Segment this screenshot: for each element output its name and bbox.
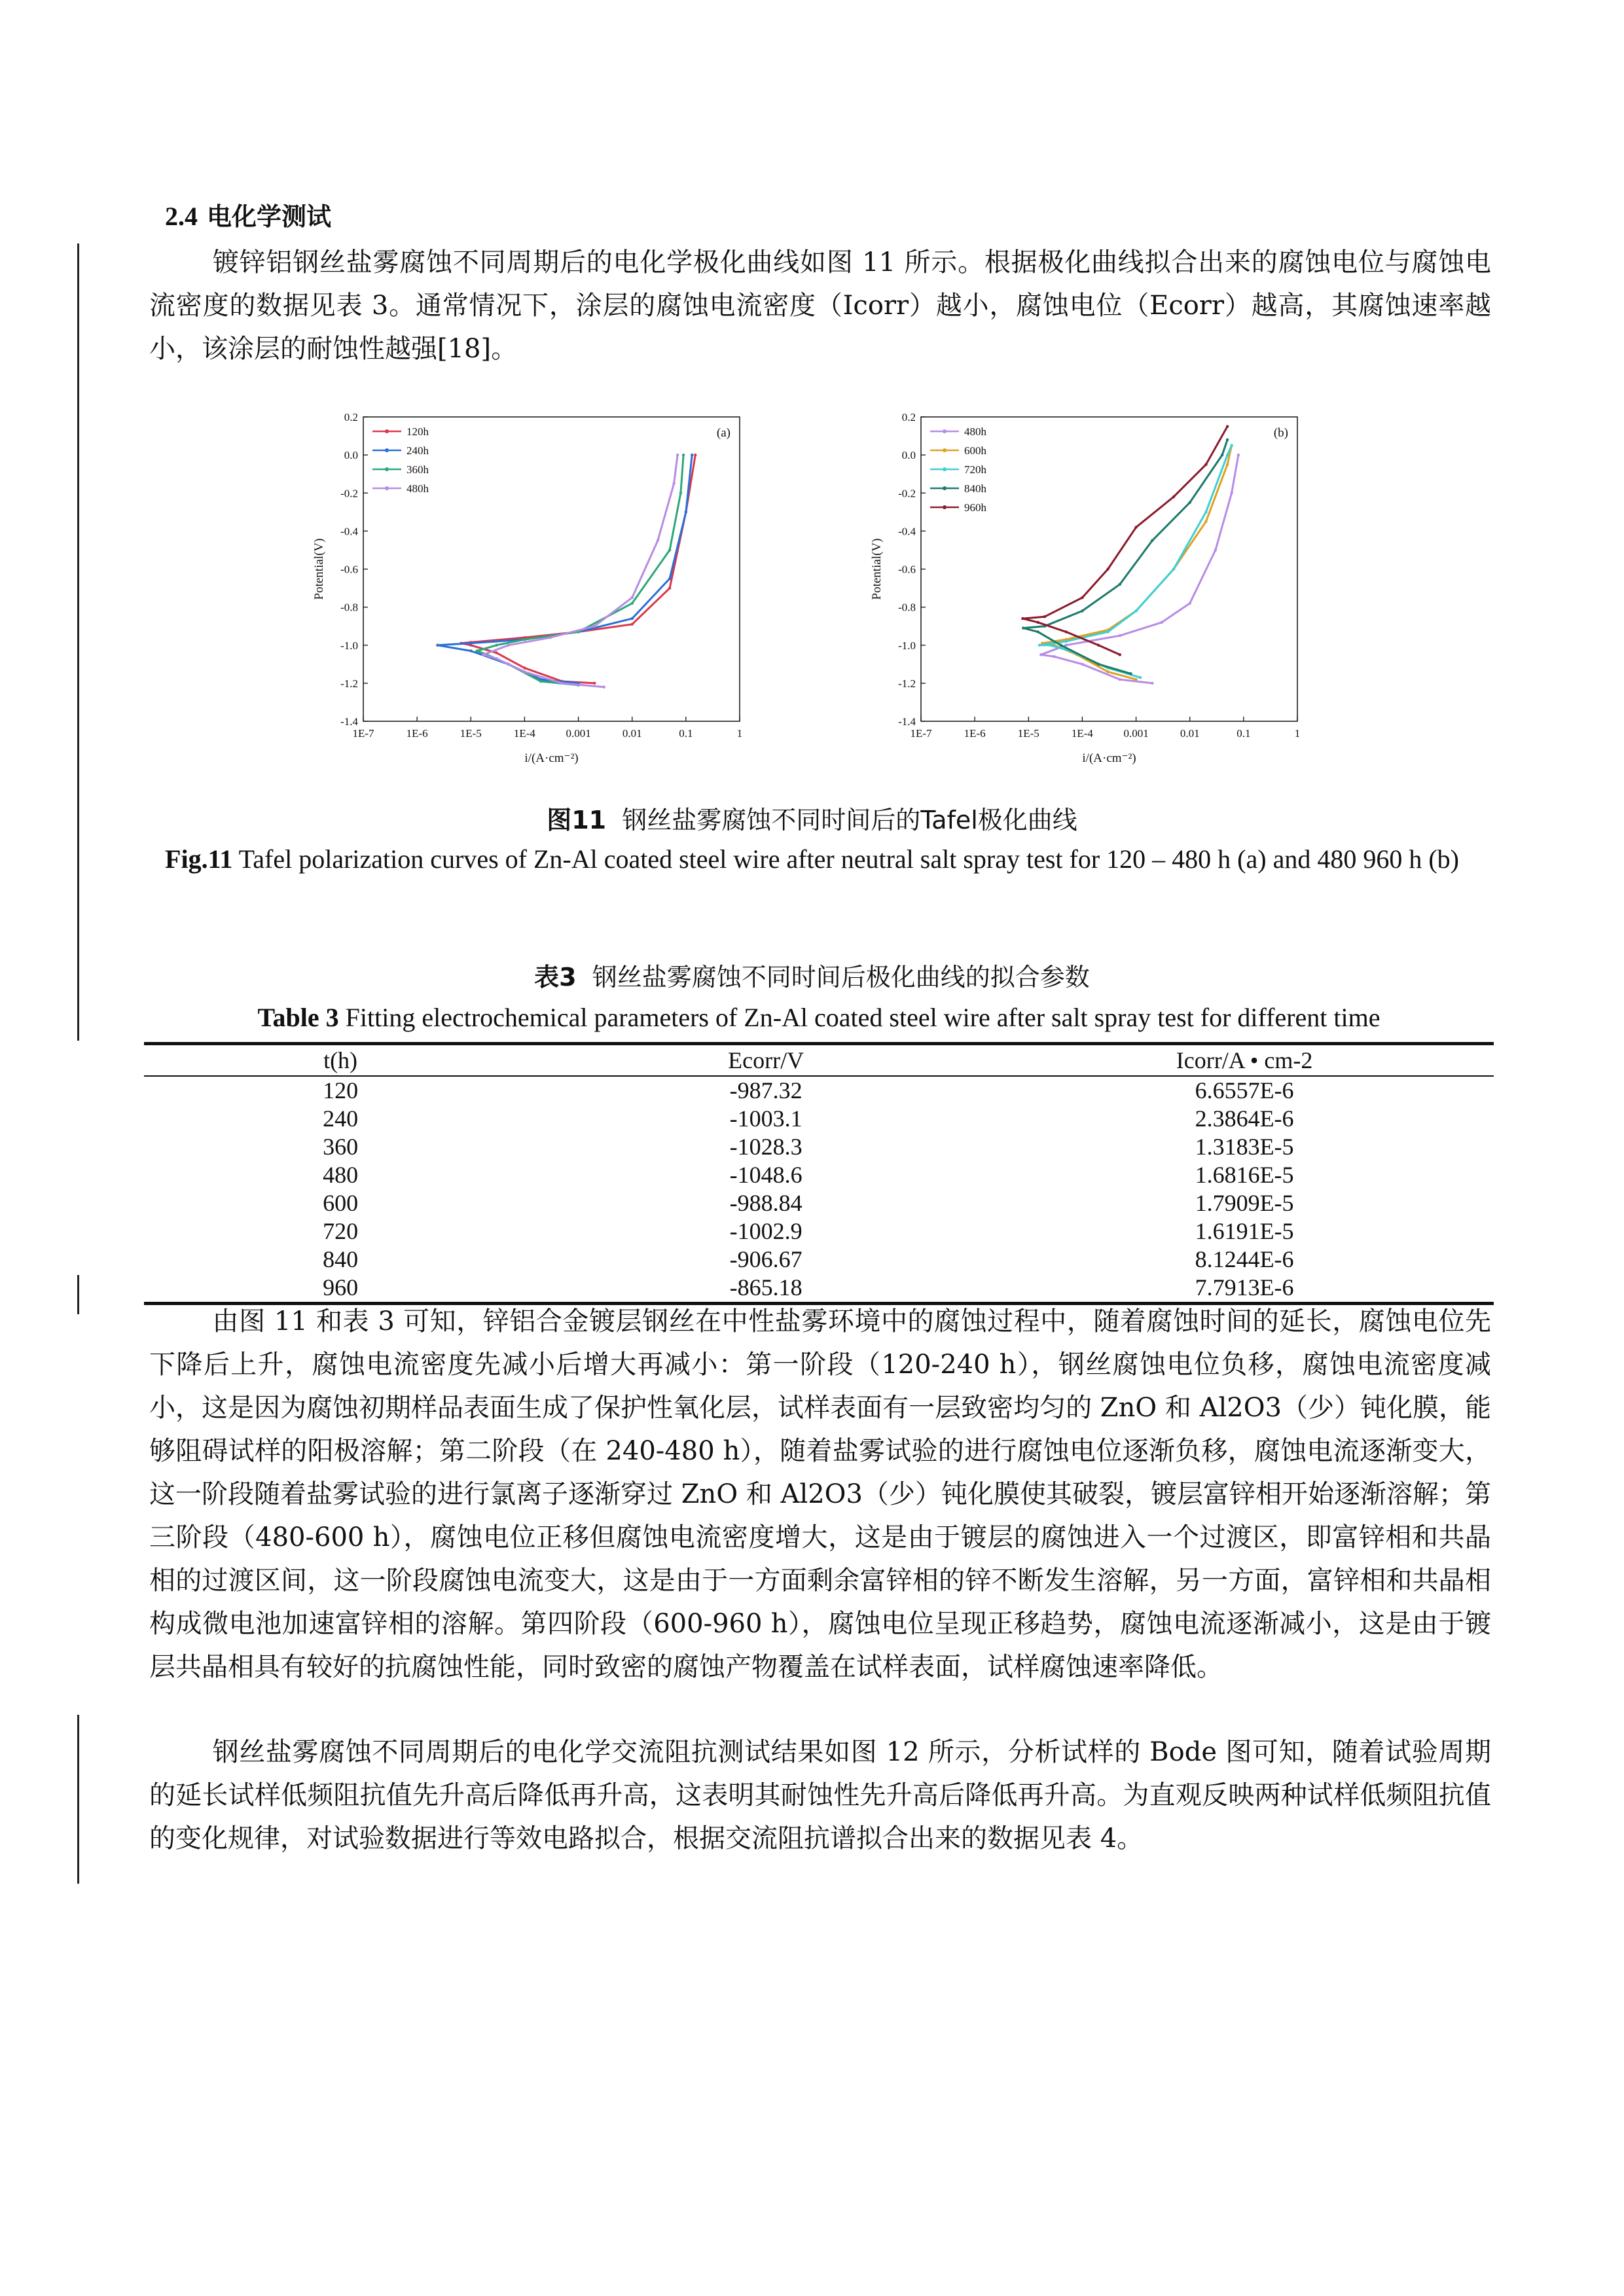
data-point [631, 623, 634, 626]
table-row [144, 1189, 1494, 1217]
data-point [631, 602, 634, 605]
table-cell-ecorr: -1003.1 [729, 1105, 803, 1132]
data-point [1037, 621, 1039, 624]
data-point [1119, 583, 1121, 586]
x-tick-label: 1 [736, 727, 743, 740]
table-header-ecorr: Ecorr/V [537, 1044, 995, 1077]
table-row [144, 1274, 1494, 1304]
table-3-caption-cn [0, 957, 1624, 993]
y-tick-label: 0.0 [901, 449, 916, 462]
data-point [1151, 539, 1153, 542]
table-3 [144, 1042, 1494, 1305]
table-cell-icorr: 6.6557E-6 [1195, 1077, 1294, 1103]
table-cell-ecorr: -865.18 [537, 1274, 995, 1304]
table-3-caption-en [144, 997, 1494, 1038]
data-point [679, 492, 682, 494]
data-point [1097, 644, 1100, 647]
table-cell-time: 240 [323, 1105, 359, 1132]
data-point [1119, 678, 1121, 681]
table-cell-time: 360 [323, 1134, 359, 1160]
x-axis-label: i/(A·cm⁻²) [524, 751, 579, 765]
table-row [144, 1161, 1494, 1189]
data-point [539, 680, 542, 683]
legend-marker [943, 486, 947, 490]
x-tick-label: 0.1 [679, 727, 693, 740]
x-tick-label: 1E-7 [910, 727, 932, 740]
change-bar-3 [77, 1715, 79, 1884]
figure-11-panel-a [301, 401, 759, 780]
data-point [1022, 626, 1024, 629]
data-point [1106, 630, 1109, 633]
data-point [1226, 425, 1229, 427]
table-row [144, 1217, 1494, 1246]
table-header-time: t(h) [144, 1044, 537, 1077]
data-point [1097, 663, 1100, 666]
data-point [482, 653, 484, 656]
data-point [657, 539, 659, 542]
y-tick-label: -1.2 [898, 677, 916, 690]
y-tick-label: -0.6 [898, 563, 916, 576]
data-point [1043, 615, 1046, 618]
section-number: 2.4 [165, 202, 198, 231]
legend-marker [385, 429, 389, 433]
data-point [1189, 501, 1191, 504]
data-point [1053, 655, 1055, 658]
table-row [144, 1076, 1494, 1105]
legend-label: 840h [964, 482, 986, 495]
data-point [1134, 609, 1137, 612]
data-point [631, 596, 634, 599]
table-cell-icorr: 1.6191E-5 [1195, 1218, 1294, 1244]
table-row [144, 1246, 1494, 1274]
series-line [483, 455, 677, 687]
data-point [495, 651, 497, 654]
data-point [593, 682, 596, 685]
table-cell-time: 480 [323, 1162, 359, 1188]
table-3-title-en: Fitting electrochemical parameters of Zn-Al coated steel wire after salt spray test for different time [345, 1003, 1380, 1032]
table-cell-icorr: 7.7913E-6 [995, 1274, 1494, 1304]
table-cell-icorr: 1.3183E-5 [1195, 1134, 1294, 1160]
table-cell-ecorr: -1048.6 [729, 1162, 803, 1188]
data-point [1226, 439, 1229, 441]
data-point [593, 624, 596, 627]
table-3-label-en: Table 3 [257, 1003, 339, 1032]
data-point [1230, 444, 1233, 446]
legend-marker [943, 448, 947, 452]
x-tick-label: 1 [1294, 727, 1301, 740]
data-point [1214, 548, 1217, 551]
data-point [676, 454, 679, 456]
table-header-icorr: Icorr/A • cm-2 [995, 1044, 1494, 1077]
x-axis-label: i/(A·cm⁻²) [1082, 751, 1136, 765]
data-point [1230, 492, 1233, 494]
legend-marker [385, 467, 389, 471]
legend-marker [943, 505, 947, 509]
table-header-row [144, 1044, 1494, 1077]
data-point [668, 548, 671, 551]
table-cell-icorr: 1.7909E-5 [1195, 1190, 1294, 1216]
data-point [1021, 617, 1024, 620]
legend-marker [943, 467, 947, 471]
data-point [1226, 463, 1229, 465]
data-point [631, 617, 634, 620]
figure-11-label-cn: 图11 [547, 806, 607, 834]
x-tick-label: 1E-4 [1071, 727, 1093, 740]
data-point [1226, 454, 1229, 456]
x-tick-label: 0.001 [566, 727, 591, 740]
x-tick-label: 1E-6 [964, 727, 986, 740]
data-point [507, 644, 510, 647]
paragraph-3 [149, 1731, 1491, 1860]
table-cell-time: 960 [144, 1274, 537, 1304]
figure-11-title-en: Tafel polarization curves of Zn-Al coated steel wire after neutral salt spray test for 120 – 480 h (a) and 480 960 h (b) [238, 844, 1459, 874]
data-point [1189, 602, 1191, 605]
x-tick-label: 0.1 [1236, 727, 1251, 740]
data-point [1221, 454, 1223, 456]
data-point [523, 666, 526, 669]
y-tick-label: 0.2 [344, 411, 358, 423]
series-line [477, 455, 684, 685]
data-point [523, 638, 526, 641]
data-point [1049, 644, 1051, 647]
data-point [1204, 520, 1207, 523]
data-point [668, 586, 671, 589]
x-tick-label: 1E-4 [513, 727, 535, 740]
data-point [1037, 630, 1039, 633]
y-axis-label: Potential(V) [870, 538, 884, 600]
data-point [1237, 454, 1240, 456]
table-cell-time: 600 [323, 1190, 359, 1216]
data-point [1119, 653, 1121, 656]
data-point [1172, 567, 1175, 570]
data-point [1060, 644, 1062, 647]
y-tick-label: -0.8 [898, 601, 916, 614]
data-point [603, 685, 605, 688]
data-point [561, 682, 564, 685]
data-point [1172, 495, 1175, 498]
legend-label: 600h [964, 444, 986, 457]
paragraph-1 [149, 241, 1491, 370]
table-3-title-cn: 钢丝盐雾腐蚀不同时间后极化曲线的拟合参数 [592, 963, 1090, 992]
series-line [1022, 427, 1227, 655]
data-point [1139, 676, 1142, 679]
data-point [1129, 672, 1132, 675]
data-point [523, 670, 526, 673]
data-point [469, 642, 472, 645]
section-title: 电化学测试 [207, 202, 332, 231]
y-tick-label: -1.4 [340, 715, 358, 728]
table-cell-ecorr: -1028.3 [729, 1134, 803, 1160]
figure-11-caption-en [131, 839, 1493, 880]
x-tick-label: 1E-7 [352, 727, 374, 740]
panel-label: (a) [716, 426, 731, 440]
x-tick-label: 0.001 [1123, 727, 1149, 740]
data-point [1161, 621, 1163, 624]
table-cell-icorr: 1.6816E-5 [1195, 1162, 1294, 1188]
y-tick-label: -1.4 [898, 715, 916, 728]
table-cell-ecorr: -988.84 [729, 1190, 803, 1216]
table-cell-ecorr: -987.32 [729, 1077, 803, 1103]
legend-marker [385, 448, 389, 452]
figure-11-caption-cn [0, 800, 1624, 836]
data-point [672, 482, 675, 485]
data-point [1065, 630, 1068, 633]
data-point [1065, 640, 1068, 643]
data-point [1134, 526, 1137, 528]
data-point [1204, 463, 1207, 465]
x-tick-label: 1E-5 [460, 727, 482, 740]
data-point [436, 644, 439, 647]
table-cell-icorr: 2.3864E-6 [1195, 1105, 1294, 1132]
data-point [1134, 678, 1137, 681]
table-row [144, 1133, 1494, 1161]
data-point [668, 577, 671, 580]
table-cell-ecorr: -906.67 [729, 1246, 803, 1272]
legend-label: 480h [964, 425, 986, 438]
data-point [1119, 634, 1121, 637]
legend-marker [943, 429, 947, 433]
table-cell-time: 120 [323, 1077, 359, 1103]
x-tick-label: 1E-6 [406, 727, 428, 740]
data-point [694, 454, 696, 456]
y-tick-label: -1.0 [340, 639, 358, 652]
data-point [682, 454, 685, 456]
data-point [495, 657, 497, 660]
data-point [1106, 567, 1109, 570]
x-tick-label: 0.01 [622, 727, 642, 740]
table-cell-ecorr: -1002.9 [729, 1218, 803, 1244]
data-point [469, 649, 472, 652]
panel-label: (b) [1273, 426, 1288, 440]
table-3-label-cn: 表3 [534, 963, 577, 992]
series-line [437, 455, 692, 683]
y-tick-label: 0.0 [344, 449, 358, 462]
legend-label: 720h [964, 463, 986, 476]
y-tick-label: -0.8 [340, 601, 358, 614]
figure-11-panel-b [859, 401, 1317, 780]
change-bar-2 [77, 1275, 79, 1314]
paragraph-3-text: 钢丝盐雾腐蚀不同周期后的电化学交流阻抗测试结果如图 12 所示，分析试样的 Bode 图可知，随着试验周期的延长试样低频阻抗值先升高后降低再升高，这表明其耐蚀性先升高后降低再升高。为直观反映两种试样低频阻抗值的变化规律，对试验数据进行等效电路拟合，根据交流阻抗谱拟合出来的数据见表 4。 [149, 1737, 1491, 1854]
data-point [1065, 644, 1068, 647]
table-cell-icorr: 8.1244E-6 [1195, 1246, 1294, 1272]
y-tick-label: -0.4 [340, 525, 358, 538]
figure-11-title-cn: 钢丝盐雾腐蚀不同时间后的Tafel极化曲线 [622, 806, 1077, 834]
data-point [1106, 670, 1109, 673]
y-tick-label: 0.2 [901, 411, 916, 423]
paragraph-2-text: 由图 11 和表 3 可知，锌铝合金镀层钢丝在中性盐雾环境中的腐蚀过程中，随着腐蚀时间的延长，腐蚀电位先下降后上升，腐蚀电流密度先减小后增大再减小：第一阶段（120-240 h），钢丝腐蚀电位负移，腐蚀电流密度减小，这是因为腐蚀初期样品表面生成了保护性氧化层，试样表面有一层致密均匀的 ZnO 和 Al2O3（少）钝化膜，能够阻碍试样的阳极溶解；第二阶段（在 240-480 h），随着盐雾试验的进行腐蚀电位逐渐负移，腐蚀电流逐渐变大，这一阶段随着盐雾试验的进行氯离子逐渐穿过 ZnO 和 Al2O3（少）钝化膜使其破裂，镀层富锌相开始逐渐溶解；第三阶段（480-600 h），腐蚀电位正移但腐蚀电流密度增大，这是由于镀层的腐蚀进入一个过渡区，即富锌相和共晶相的过渡区间，这一阶段腐蚀电流变大，这是由于一方面剩余富锌相的锌不断发生溶解，另一方面，富锌相和共晶相构成微电池加速富锌相的溶解。第四阶段（600-960 h），腐蚀电位呈现正移趋势，腐蚀电流逐渐减小，这是由于镀层共晶相具有较好的抗腐蚀性能，同时致密的腐蚀产物覆盖在试样表面，试样腐蚀速率降低。 [149, 1306, 1491, 1682]
data-point [495, 644, 497, 647]
figure-11-label-en: Fig.11 [165, 844, 233, 874]
y-tick-label: -0.4 [898, 525, 916, 538]
table-cell-time: 720 [323, 1218, 359, 1244]
data-point [1081, 596, 1083, 599]
data-point [1038, 644, 1041, 647]
paragraph-1-text: 镀锌铝钢丝盐雾腐蚀不同周期后的电化学极化曲线如图 11 所示。根据极化曲线拟合出来的腐蚀电位与腐蚀电流密度的数据见表 3。通常情况下，涂层的腐蚀电流密度（Icorr）越小，腐蚀电位（Ecorr）越高，其腐蚀速率越小，该涂层的耐蚀性越强[18]。 [149, 247, 1491, 364]
legend-label: 480h [406, 482, 429, 495]
table-cell-time: 840 [323, 1246, 359, 1272]
x-tick-label: 1E-5 [1017, 727, 1039, 740]
y-axis-label: Potential(V) [312, 538, 326, 600]
y-tick-label: -1.2 [340, 677, 358, 690]
data-point [1081, 609, 1083, 612]
legend-label: 240h [406, 444, 429, 457]
legend-marker [385, 486, 389, 490]
x-tick-label: 0.01 [1180, 727, 1200, 740]
section-heading [165, 196, 331, 232]
chart-b [859, 401, 1317, 780]
y-tick-label: -0.2 [898, 487, 916, 500]
data-point [1039, 653, 1042, 656]
legend-label: 120h [406, 425, 429, 438]
data-point [685, 511, 687, 513]
y-tick-label: -0.6 [340, 563, 358, 576]
change-bar-1 [77, 243, 79, 1041]
data-point [1204, 511, 1207, 513]
data-point [549, 636, 551, 639]
table-row [144, 1105, 1494, 1133]
y-tick-label: -1.0 [898, 639, 916, 652]
paragraph-2 [149, 1300, 1491, 1689]
data-point [1081, 663, 1083, 666]
y-tick-label: -0.2 [340, 487, 358, 500]
chart-a [301, 401, 759, 780]
legend-label: 360h [406, 463, 429, 476]
legend-label: 960h [964, 501, 986, 514]
data-point [475, 649, 478, 652]
data-point [1151, 682, 1153, 685]
data-point [691, 454, 693, 456]
